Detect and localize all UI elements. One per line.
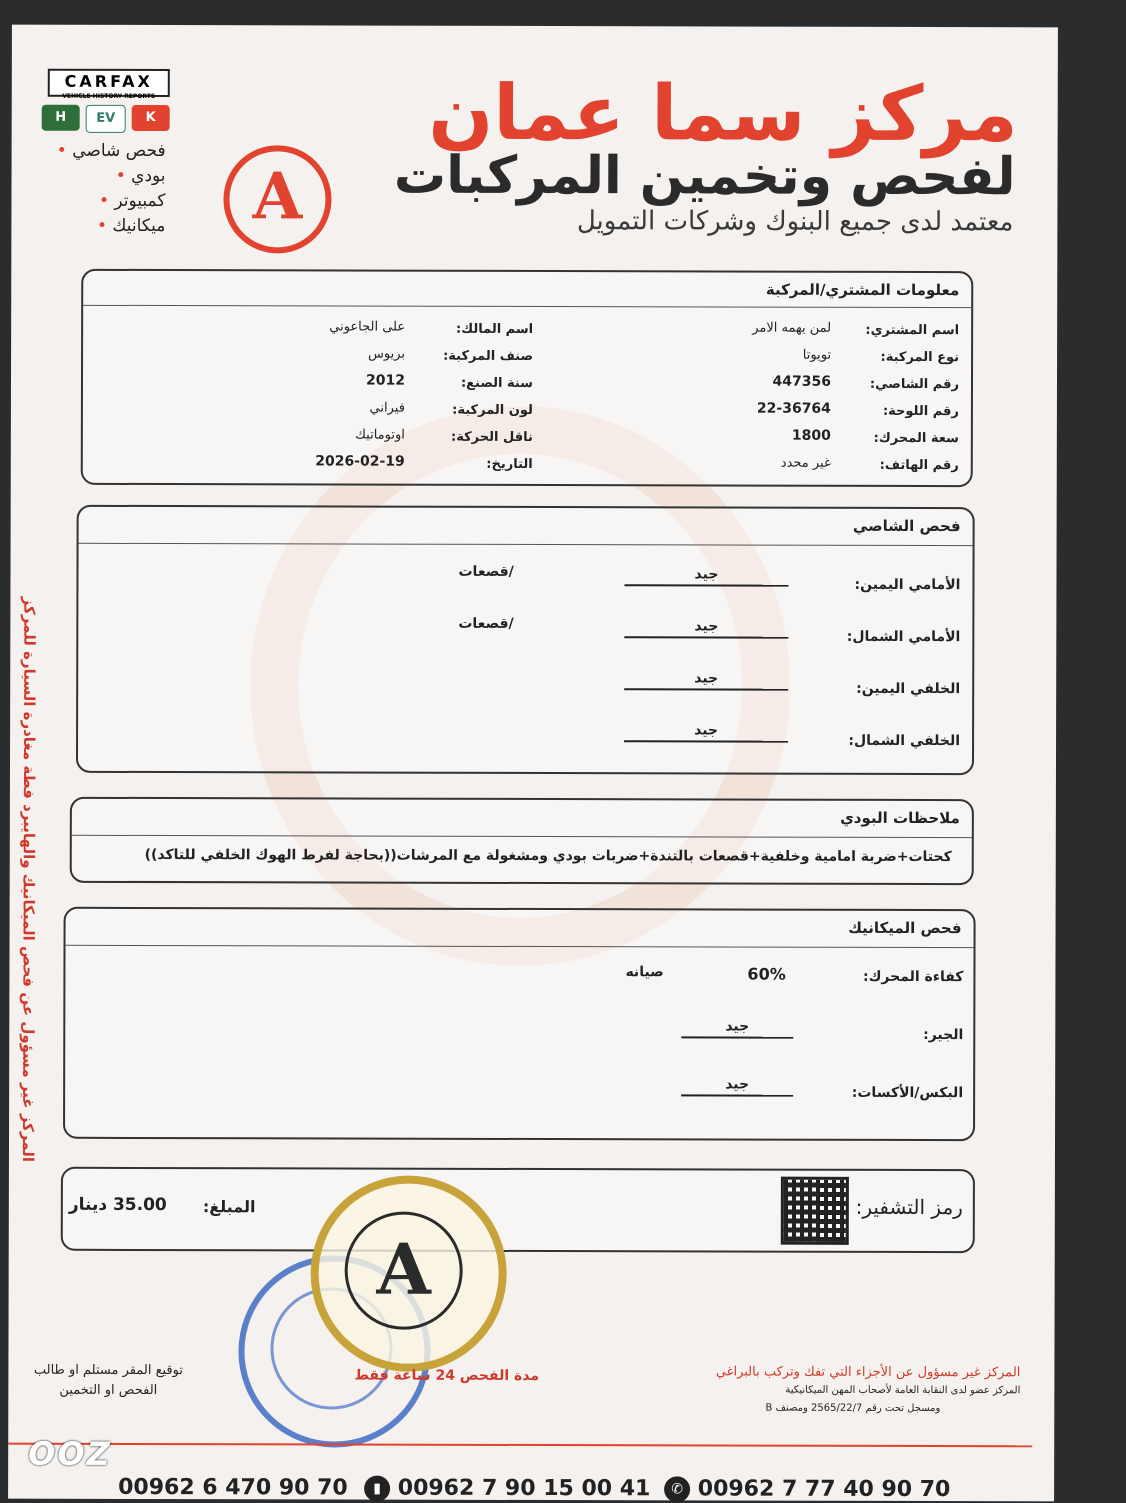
mobile-number: 00962 7 90 15 00 41 (397, 1475, 651, 1502)
brand-watermark-logo: OOZ (28, 1434, 112, 1473)
membership-text: المركز عضو لدى النقابة العامة لأصحاب المهن الميكانيكية (785, 1384, 1021, 1397)
mechanic-box (63, 907, 976, 1141)
engine-efficiency-label: كفاءة المحرك: (862, 968, 964, 986)
divider (79, 543, 973, 546)
axles-value: جيد (681, 1076, 793, 1096)
model-year-value: 2012 (366, 372, 406, 389)
signature-label: توقيع المقر مستلم او طالب الفحص او التخمين (33, 1362, 183, 1399)
axles-label: البكس/الأكسات: (851, 1084, 964, 1102)
vehicle-class-label: صنف المركبة: (443, 348, 534, 364)
phone-value: غير محدد (780, 455, 831, 471)
chassis-number-label: رقم الشاصي: (869, 376, 960, 393)
qr-code-icon (781, 1177, 849, 1245)
landline-phone (118, 1475, 348, 1501)
service-badges (42, 105, 170, 133)
rear-left-label: الخلفي الشمال: (848, 732, 961, 750)
vehicle-type-label: نوع المركبة: (880, 349, 960, 366)
body-notes-text: كحتات+ضربة امامية وخلفية+قصعات بالتندة+ضربات بودي ومشغولة مع المرشات((بحاجة لفرط الهوك الخلفي للتاكد)) (144, 846, 952, 866)
model-year-label: سنة الصنع: (460, 375, 534, 391)
divider (66, 945, 974, 948)
buyer-info-box (81, 269, 974, 487)
hybrid-icon: H (42, 105, 80, 131)
services-list (37, 139, 165, 239)
gearbox-label: الجير: (923, 1027, 964, 1044)
engine-efficiency-note: صيانه (625, 964, 664, 981)
divider (72, 835, 972, 838)
service-item: فحص شاصي • (56, 140, 166, 162)
rear-left-value: جيد (624, 722, 788, 742)
mechanic-heading: فحص الميكانيك (848, 918, 962, 938)
gearbox-value: جيد (681, 1018, 793, 1038)
vehicle-class-value: بريوس (368, 346, 406, 362)
registration-text: ومسجل تحت رقم 2565/22/7 ومصنف B (765, 1402, 941, 1415)
owner-name-value: على الجاعوني (329, 319, 406, 335)
engine-size-label: سعة المحرك: (873, 430, 959, 447)
transmission-value: اوتوماتيك (355, 427, 405, 443)
whatsapp-number: 00962 7 77 40 90 70 (697, 1476, 951, 1503)
rear-right-label: الخلفي اليمين: (856, 680, 961, 698)
inspection-document (8, 25, 1058, 1502)
landline-number: 00962 6 470 90 70 (118, 1474, 348, 1501)
plate-number-value: 22-36764 (756, 400, 831, 417)
code-label: رمز التشفير: (855, 1194, 963, 1220)
date-value: 2026-02-19 (315, 453, 405, 470)
body-notes-box (70, 797, 974, 885)
carfax-subtitle: VEHICLE HISTORY REPORTS (62, 92, 156, 101)
rear-right-value: جيد (624, 670, 788, 690)
front-left-value: جيد (624, 618, 788, 638)
owner-name-label: اسم المالك: (456, 321, 534, 337)
engine-size-value: 1800 (791, 427, 831, 444)
front-right-label: الأمامي اليمين: (854, 576, 961, 594)
vehicle-color-label: لون المركبة: (452, 402, 533, 418)
engine-efficiency-value: 60% (747, 964, 786, 984)
chassis-box (76, 505, 975, 775)
service-item: ميكانيك • (96, 215, 166, 237)
divider (83, 305, 971, 308)
front-right-value: جيد (624, 566, 788, 586)
footer-divider (8, 1443, 1032, 1448)
mobile-icon: ▮ (364, 1476, 390, 1502)
amount-value: 35.00 دينار (68, 1194, 167, 1216)
gold-seal-logo: A (345, 1212, 463, 1330)
buyer-info-heading: معلومات المشتري/المركبة (765, 280, 960, 300)
whatsapp-phone (664, 1476, 950, 1503)
transmission-label: ناقل الحركة: (450, 429, 533, 445)
buyer-name-value: لمن يهمه الامر (752, 320, 832, 336)
center-logo-icon: A (223, 145, 331, 253)
center-subtitle: لفحص وتخمين المركبات (393, 145, 1016, 208)
chassis-number-value: 447356 (772, 373, 832, 390)
chassis-heading: فحص الشاصي (852, 516, 961, 536)
body-notes-heading: ملاحظات البودي (840, 808, 960, 828)
center-accreditation: معتمد لدى جميع البنوك وشركات التمويل (576, 206, 1014, 238)
carfax-logo: CARFAX (48, 69, 170, 97)
service-item: كمبيوتر • (98, 190, 166, 212)
phone-label: رقم الهاتف: (879, 457, 959, 474)
mobile-phone (364, 1476, 650, 1503)
front-left-label: الأمامي الشمال: (846, 628, 961, 646)
center-name: مركز سما عمان (428, 67, 1018, 159)
brand-k-icon: K (132, 105, 170, 131)
vehicle-color-value: فيراني (369, 400, 405, 416)
ev-icon: EV (86, 105, 126, 133)
side-disclaimer: المركز غير مسؤول عن فحص الميكانيك والهايبرد فطة مغادرة السيارة للمركز (18, 597, 39, 1163)
front-right-note: /قصعات (458, 563, 514, 580)
plate-number-label: رقم اللوحة: (882, 403, 959, 420)
date-label: التاريخ: (486, 456, 533, 472)
service-item: بودي • (115, 165, 166, 187)
amount-label: المبلغ: (202, 1197, 256, 1217)
vehicle-type-value: تويوتا (802, 347, 832, 363)
inspection-duration: مدة الفحص 24 ساعة فقط (354, 1367, 540, 1385)
buyer-name-label: اسم المشتري: (865, 322, 960, 339)
disclaimer-text: المركز غير مسؤول عن الأجزاء التي تفك وتركب بالبراغي (715, 1364, 1021, 1381)
front-left-note: /قصعات (458, 615, 514, 632)
whatsapp-icon: ✆ (664, 1476, 690, 1502)
